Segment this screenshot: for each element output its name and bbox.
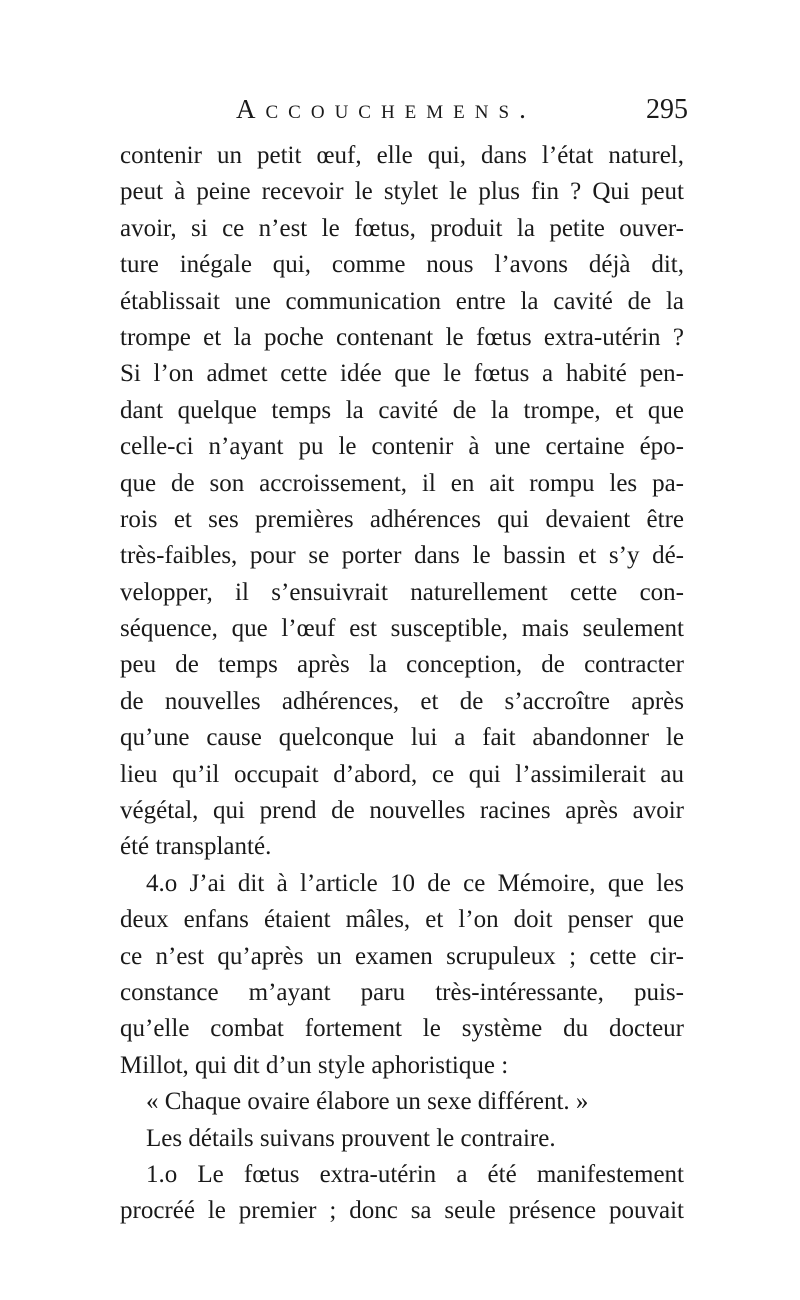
running-head <box>236 94 688 134</box>
text-line: que de son accroissement, il en ait rompu les pa- <box>120 469 684 497</box>
text-line: peu de temps après la conception, de contracter <box>120 651 684 679</box>
text-line: velopper, il s’ensuivrait naturellement cette con- <box>120 578 684 606</box>
text-line: qu’elle combat fortement le système du docteur <box>120 1015 684 1043</box>
text-line: ce n’est qu’après un examen scrupuleux ; cette cir- <box>120 942 684 970</box>
text-line: dant quelque temps la cavité de la trompe, et que <box>120 396 684 424</box>
text-line: contenir un petit œuf, elle qui, dans l’état naturel, <box>120 142 684 169</box>
text-line: qu’une cause quelconque lui a fait abandonner le <box>120 724 684 752</box>
text-line: procréé le premier ; donc sa seule présence pouvait <box>120 1197 684 1225</box>
text-line: de nouvelles adhérences, et de s’accroître après <box>120 687 684 715</box>
text-line: Millot, qui dit d’un style aphoristique : <box>120 1051 509 1079</box>
text-line: avoir, si ce n’est le fœtus, produit la petite ouver- <box>120 214 684 242</box>
text-line: 4.o J’ai dit à l’article 10 de ce Mémoire, que les <box>146 869 684 897</box>
text-line: 1.o Le fœtus extra-utérin a été manifestement <box>146 1160 684 1188</box>
text-line: trompe et la poche contenant le fœtus extra-utérin ? <box>120 323 684 351</box>
text-line: Les détails suivans prouvent le contraire. <box>146 1124 556 1152</box>
text-line: établissait une communication entre la cavité de la <box>120 287 684 315</box>
text-line: lieu qu’il occupait d’abord, ce qui l’assimilerait au <box>120 760 684 788</box>
text-line: Si l’on admet cette idée que le fœtus a habité pen- <box>120 360 684 388</box>
text-line: été transplanté. <box>120 833 272 861</box>
page-number: 295 <box>646 94 688 125</box>
text-line: peut à peine recevoir le stylet le plus fin ? Qui peut <box>120 178 684 206</box>
text-line: très-faibles, pour se porter dans le bassin et s’y dé- <box>120 542 684 570</box>
text-line: celle-ci n’ayant pu le contenir à une certaine épo- <box>120 433 684 461</box>
text-line: végétal, qui prend de nouvelles racines après avoir <box>120 797 684 825</box>
text-line: séquence, que l’œuf est susceptible, mais seulement <box>120 615 684 643</box>
body-text <box>120 138 684 1230</box>
text-line: constance m’ayant paru très-intéressante, puis- <box>120 978 684 1006</box>
text-line: « Chaque ovaire élabore un sexe différent. » <box>146 1088 589 1116</box>
text-line: rois et ses premières adhérences qui devaient être <box>120 505 684 533</box>
running-title: Accouchemens. <box>236 94 536 124</box>
text-line: ture inégale qui, comme nous l’avons déjà dit, <box>120 251 684 279</box>
text-line: deux enfans étaient mâles, et l’on doit penser que <box>120 906 684 934</box>
